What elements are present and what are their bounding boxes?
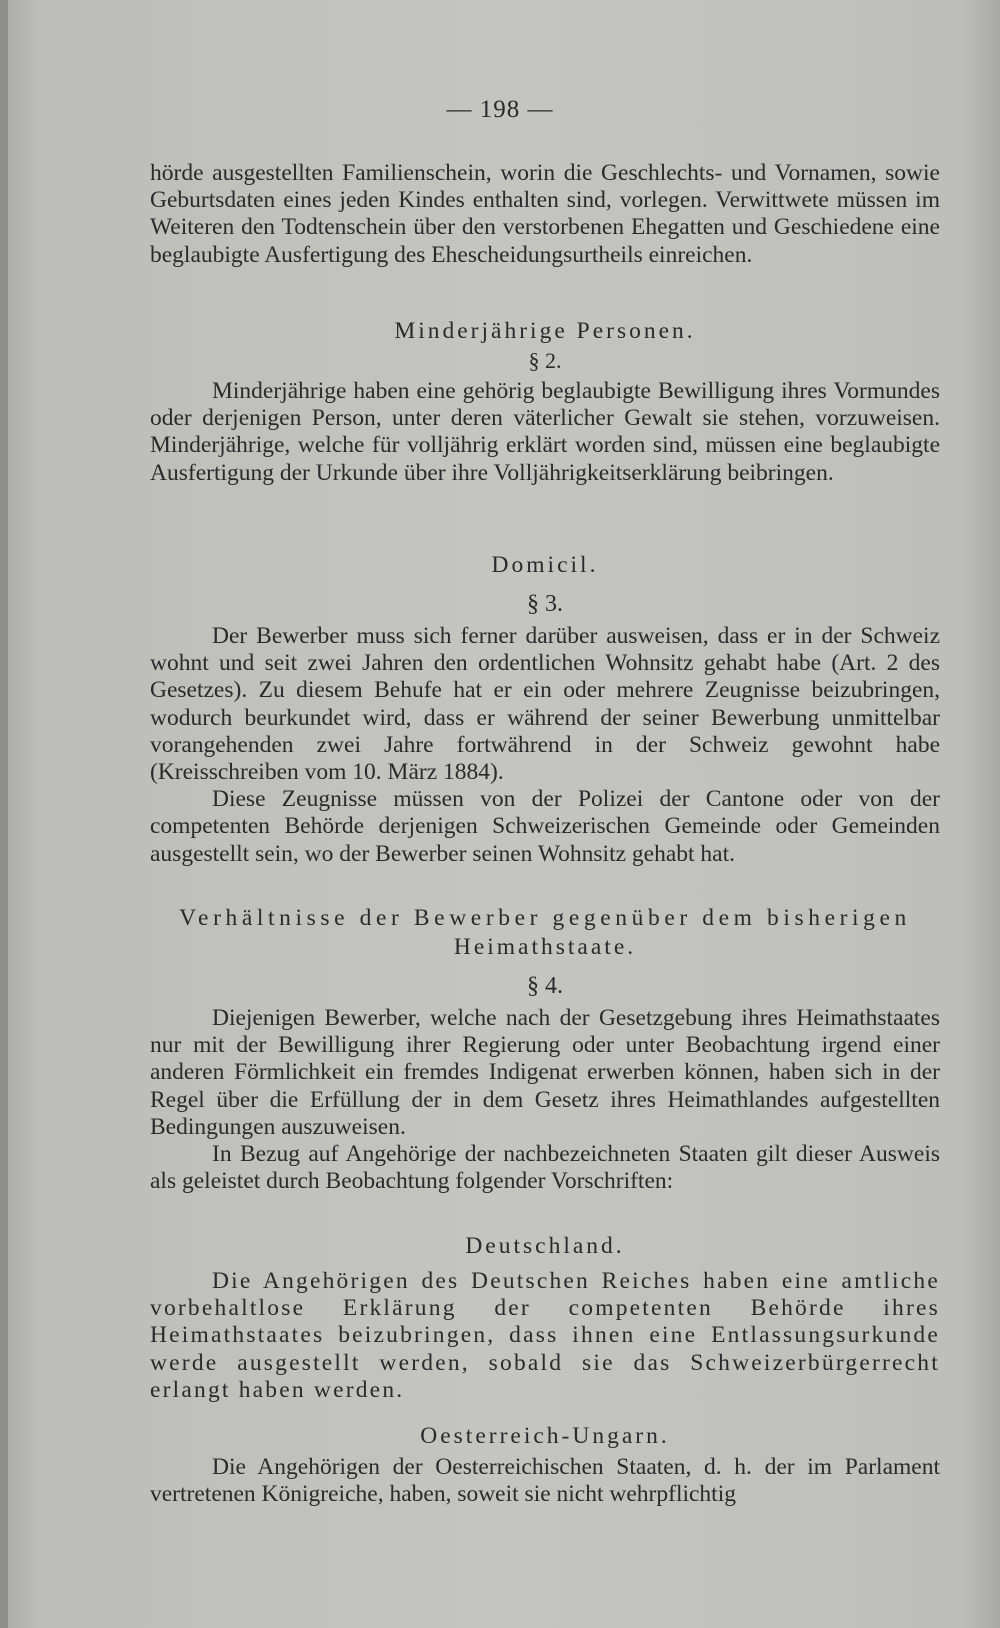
domicil-paragraph-1: Der Bewerber muss sich ferner darüber ausweisen, dass er in der Schweiz wohnt und seit zwei Jahren den ordentlichen Wohnsitz gehabt habe (Art. 2 des Gesetzes). Zu diesem Behufe hat er ein oder mehrere Zeugnisse beizubringen, wodurch beurkundet wird, dass er während der seiner Bewerbung unmittelbar vorangehenden zwei Jahre fortwährend in der Schweiz gewohnt habe (Kreisschreiben vom 10. März 1884).: [150, 623, 940, 786]
page-number: — 198 —: [446, 96, 554, 123]
minors-paragraph: Minderjährige haben eine gehörig beglaubigte Bewilligung ihres Vormundes oder derjenigen Person, unter deren väterlicher Gewalt sie stehen, vorzuweisen. Minderjährige, welche für volljährig erklärt worden sind, müssen eine beglaubigte Ausfertigung der Urkunde über ihre Volljährigkeitserklärung beibringen.: [150, 378, 940, 486]
section-heading-relations-line2: Heimathstaate.: [453, 934, 637, 960]
austria-section: [150, 1423, 940, 1508]
section-heading-relations: Verhältnisse der Bewerber gegenüber dem bisherigen: [179, 905, 911, 931]
page-edge: [0, 0, 8, 1628]
minors-section: [150, 318, 940, 487]
intro-paragraph: hörde ausgestellten Familienschein, worin die Geschlechts- und Vornamen, sowie Geburtsdaten eines jeden Kindes enthalten sind, vorlegen. Verwittwete müssen im Weiteren den Todtenschein über den verstorbenen Ehegatten und Geschiedene eine beglaubigte Ausfertigung des Ehescheidungsurtheils einreichen.: [150, 160, 940, 268]
domicil-paragraph-2: Diese Zeugnisse müssen von der Polizei der Cantone oder von der competenten Behörde derjenigen Schweizerischen Gemeinde oder Gemeinden ausgestellt sein, wo der Bewerber seinen Wohnsitz gehabt hat.: [150, 786, 940, 867]
section-heading-domicil: Domicil.: [491, 552, 599, 578]
section-number-4: § 4.: [527, 973, 563, 999]
relations-section: [150, 905, 940, 1195]
relations-paragraph-2: In Bezug auf Angehörige der nachbezeichneten Staaten gilt dieser Ausweis als geleistet durch Beobachtung folgender Vorschriften:: [150, 1141, 940, 1195]
section-number-2: § 2.: [528, 348, 562, 373]
domicil-section: [150, 552, 940, 868]
country-heading-germany: Deutschland.: [465, 1233, 625, 1259]
intro-block: [150, 160, 940, 269]
germany-section: [150, 1233, 940, 1404]
germany-paragraph: Die Angehörigen des Deutschen Reiches haben eine amtliche vorbehaltlose Erklärung der competenten Behörde ihres Heimathstaates beizubringen, dass ihnen eine Entlassungsurkunde werde ausgestellt werden, sobald sie das Schweizerbürgerrecht erlangt haben werden.: [150, 1268, 940, 1403]
country-heading-austria: Oesterreich-Ungarn.: [420, 1423, 670, 1449]
section-number-3: § 3.: [527, 591, 563, 617]
relations-paragraph-1: Diejenigen Bewerber, welche nach der Gesetzgebung ihres Heimathstaates nur mit der Bewilligung ihrer Regierung oder unter Beobachtung irgend einer anderen Förmlichkeit ein fremdes Indigenat erwerben können, haben sich in der Regel über die Erfüllung der in dem Gesetz ihres Heimathlandes aufgestellten Bedingungen auszuweisen.: [150, 1005, 940, 1140]
section-heading-minors: Minderjährige Personen.: [394, 318, 696, 344]
austria-paragraph: Die Angehörigen der Oesterreichischen Staaten, d. h. der im Parlament vertretenen Königreiche, haben, soweit sie nicht wehrpflichtig: [150, 1454, 940, 1508]
